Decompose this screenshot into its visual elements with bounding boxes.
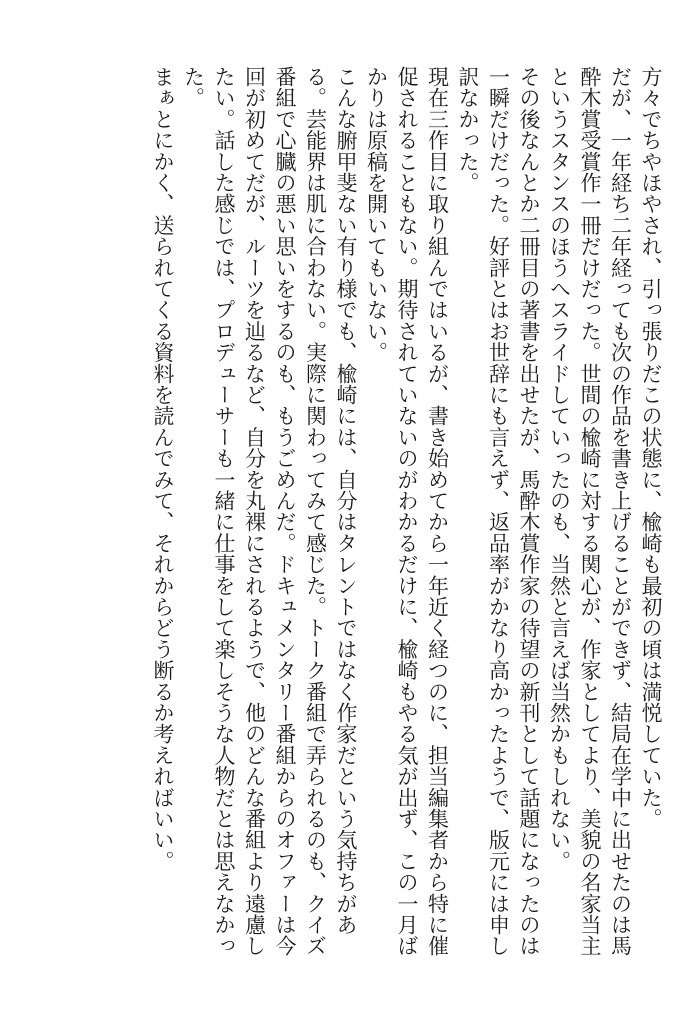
paragraph-5: こんな腑甲斐ない有り様でも、楡崎には、自分はタレントではなく作家だという気持ちがある。芸能界は肌に合わない。実際に関わってみて感じた。トーク番組で弄られるのも、クイズ番組で心臓の悪い思いをするのも、もうごめんだ。ドキュメンタリー番組からのオファーは今回が初めてだが、ルーツを辿るなど、自分を丸裸にされるようで、他のどんな番組より遠慮したい。話した感じでは、プロデューサーも一緒に仕事をして楽しそうな人物だとは思えなかった。 <box>181 66 358 957</box>
paragraph-2: だが、一年経ち二年経っても次の作品を書き上げることができず、結局在学中に出せたのは馬酔木賞受賞作一冊だけだった。世間の楡崎に対する関心が、作家としてより、美貌の名家当主というスタンスのほうへスライドしていったのも、当然と言えば当然かもしれない。 <box>547 66 633 957</box>
paragraph-1: 方々でちやほやされ、引っ張りだこの状態に、楡崎も最初の頃は満悦していた。 <box>639 66 663 830</box>
paragraph-6: まぁとにかく、送られてくる資料を読んでみて、それからどう断るか考えればいい。 <box>151 66 175 872</box>
vertical-text-body <box>148 66 667 966</box>
paragraph-4: 現在三作目に取り組んではいるが、書き始めてから一年近く経つのに、担当編集者から特に催促されることもない。期待されていないのがわかるだけに、楡崎もやる気が出ず、この一月ばかりは原稿を開いてもいない。 <box>364 66 450 957</box>
paragraph-3: その後なんとか二冊目の著書を出せたが、馬酔木賞作家の待望の新刊として話題になったのは一瞬だけだった。好評とはお世辞にも言えず、返品率がかなり高かったようで、版元には申し訳なかった。 <box>456 66 541 957</box>
